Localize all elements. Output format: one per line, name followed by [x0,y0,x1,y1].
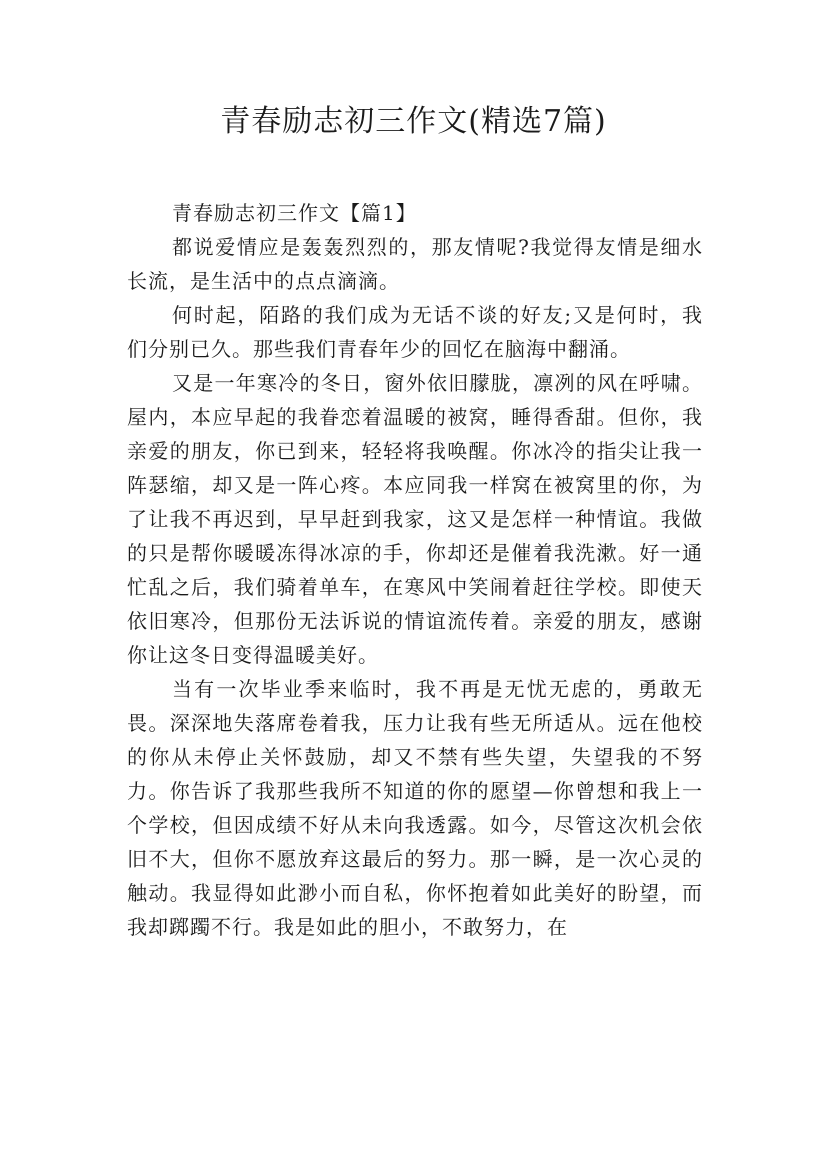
paragraph: 都说爱情应是轰轰烈烈的，那友情呢?我觉得友情是细水长流，是生活中的点点滴滴。 [127,235,703,293]
paragraph: 当有一次毕业季来临时，我不再是无忧无虑的，勇敢无畏。深深地失落席卷着我，压力让我有些无所适从。远在他校的你从未停止关怀鼓励，却又不禁有些失望，失望我的不努力。你告诉了我那些我所不知道的你的愿望—你曾想和我上一个学校，但因成绩不好从未向我透露。如今，尽管这次机会依旧不大，但你不愿放弃这最后的努力。那一瞬，是一次心灵的触动。我显得如此渺小而自私，你怀抱着如此美好的盼望，而我却踯躅不行。我是如此的胆小，不敢努力，在 [127,677,703,939]
paragraph: 又是一年寒冷的冬日，窗外依旧朦胧，凛冽的风在呼啸。屋内，本应早起的我眷恋着温暖的被窝，睡得香甜。但你，我亲爱的朋友，你已到来，轻轻将我唤醒。你冰冷的指尖让我一阵瑟缩，却又是一阵心疼。本应同我一样窝在被窝里的你，为了让我不再迟到，早早赶到我家，这又是怎样一种情谊。我做的只是帮你暖暖冻得冰凉的手，你却还是催着我洗漱。好一通忙乱之后，我们骑着单车，在寒风中笑闹着赶往学校。即使天依旧寒冷，但那份无法诉说的情谊流传着。亲爱的朋友，感谢你让这冬日变得温暖美好。 [127,371,703,667]
section-heading: 青春励志初三作文【篇1】 [172,201,417,225]
document-title: 青春励志初三作文(精选7篇) [220,104,607,139]
paragraph: 何时起，陌路的我们成为无话不谈的好友;又是何时，我们分别已久。那些我们青春年少的回忆在脑海中翻涌。 [127,303,703,361]
document-body [127,196,703,944]
